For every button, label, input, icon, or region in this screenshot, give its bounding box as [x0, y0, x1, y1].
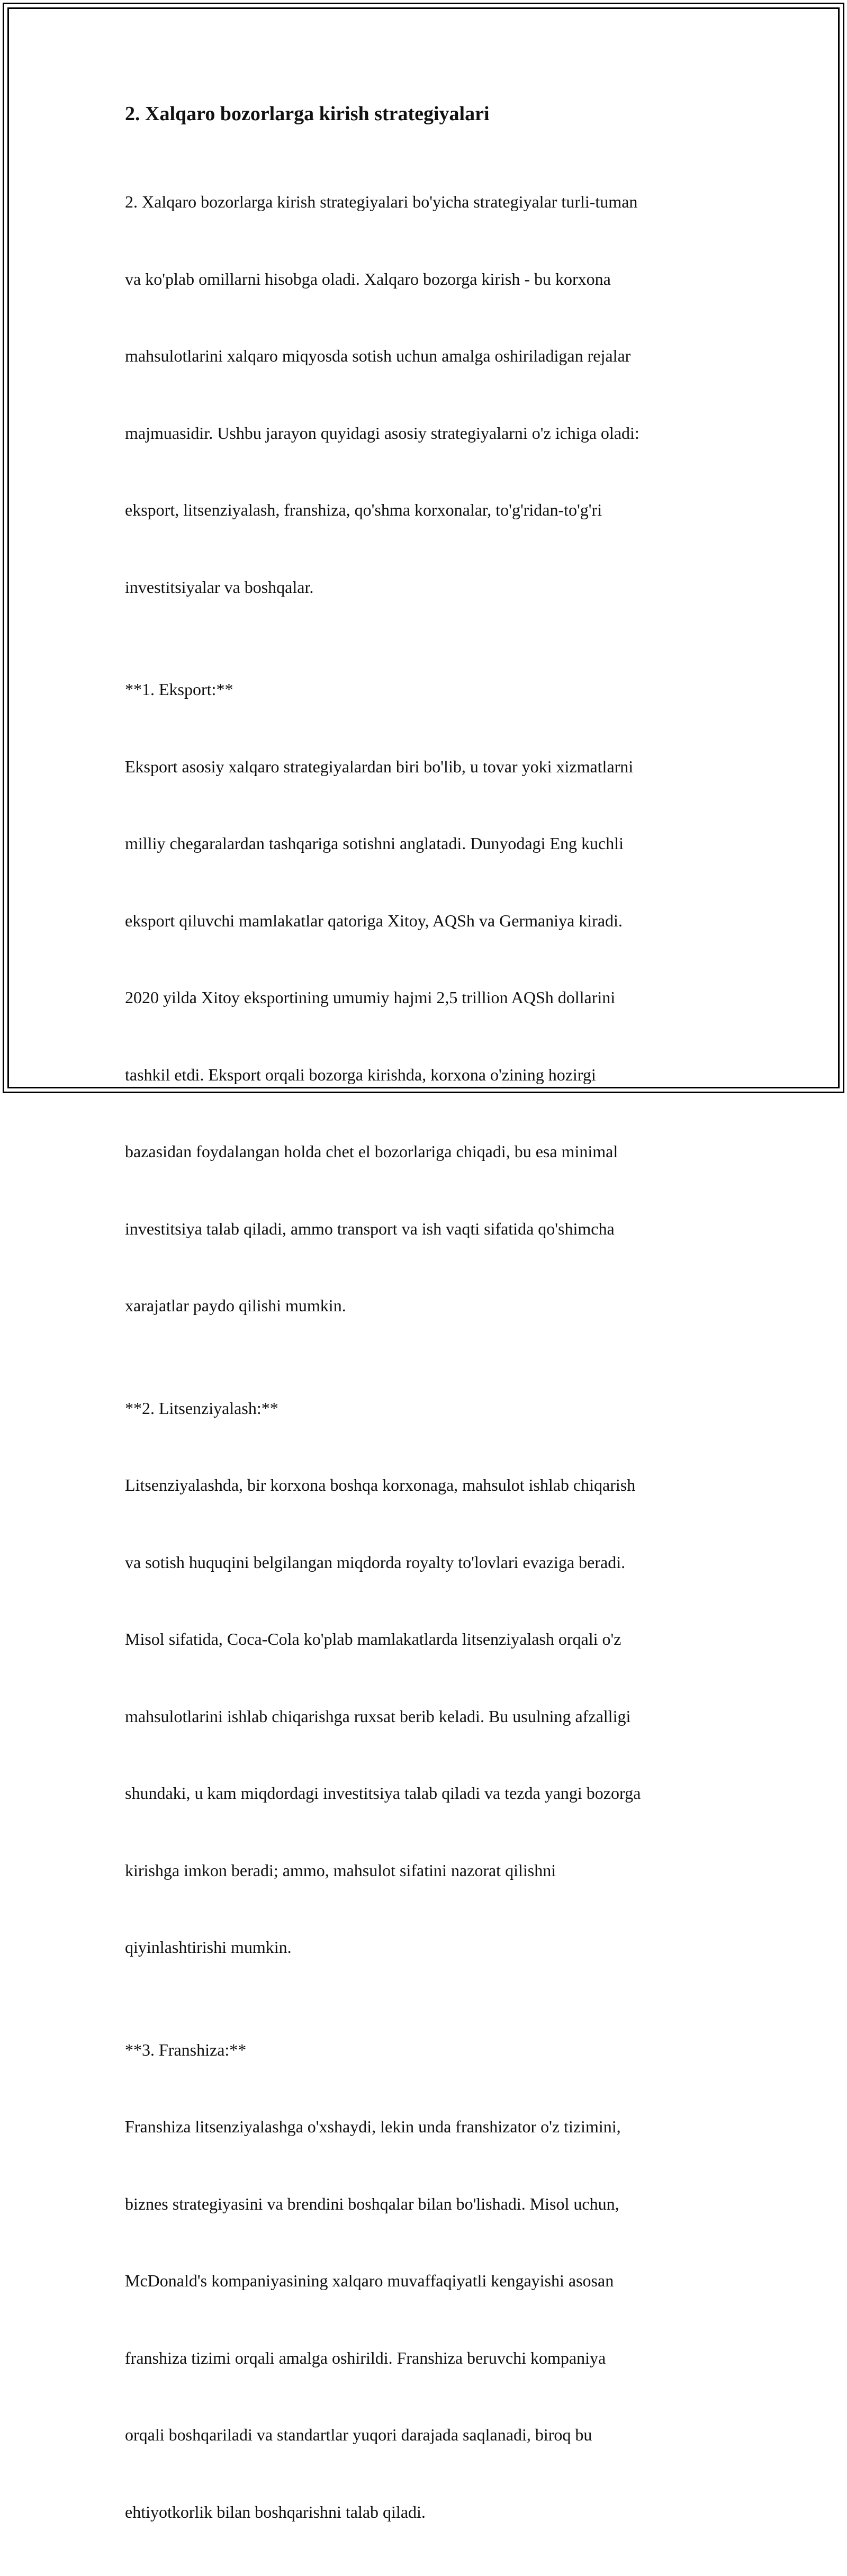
section-heading: **2. Litsenziyalash:**	[125, 1395, 728, 1421]
paragraph-line: mahsulotlarini ishlab chiqarishga ruxsat berib keladi. Bu usulning afzalligi	[125, 1704, 728, 1730]
paragraph-line: tashkil etdi. Eksport orqali bozorga kirishda, korxona o'zining hozirgi	[125, 1062, 728, 1088]
intro-line: majmuasidir. Ushbu jarayon quyidagi asosiy strategiyalarni o'z ichiga oladi:	[125, 420, 728, 446]
paragraph-line: Litsenziyalashda, bir korxona boshqa korxonaga, mahsulot ishlab chiqarish	[125, 1472, 728, 1498]
intro-line: investitsiyalar va boshqalar.	[125, 574, 728, 600]
paragraph-line: va sotish huquqini belgilangan miqdorda royalty to'lovlari evaziga beradi.	[125, 1550, 728, 1575]
intro-line: mahsulotlarini xalqaro miqyosda sotish uchun amalga oshiriladigan rejalar	[125, 343, 728, 369]
document-body	[125, 98, 728, 2576]
paragraph-line: shundaki, u kam miqdordagi investitsiya talab qiladi va tezda yangi bozorga	[125, 1780, 728, 1806]
paragraph-line: ehtiyotkorlik bilan boshqarishni talab qiladi.	[125, 2499, 728, 2525]
paragraph-line: franshiza tizimi orqali amalga oshirildi. Franshiza beruvchi kompaniya	[125, 2345, 728, 2371]
intro-line: va ko'plab omillarni hisobga oladi. Xalqaro bozorga kirish - bu korxona	[125, 266, 728, 292]
paragraph-line: kirishga imkon beradi; ammo, mahsulot sifatini nazorat qilishni	[125, 1858, 728, 1884]
section-heading: **3. Franshiza:**	[125, 2037, 728, 2063]
section-paragraph	[125, 2062, 728, 2576]
intro-line: eksport, litsenziyalash, franshiza, qo'shma korxonalar, to'g'ridan-to'g'ri	[125, 497, 728, 523]
section-paragraph	[125, 702, 728, 1370]
paragraph-line: orqali boshqariladi va standartlar yuqori darajada saqlanadi, biroq bu	[125, 2422, 728, 2448]
section-licensing	[125, 1395, 728, 2012]
section-franchise	[125, 2037, 728, 2576]
paragraph-line: Eksport asosiy xalqaro strategiyalardan biri bo'lib, u tovar yoki xizmatlarni	[125, 754, 728, 780]
document-title: 2. Xalqaro bozorlarga kirish strategiyalari	[125, 98, 728, 130]
paragraph-line: biznes strategiyasini va brendini boshqalar bilan bo'lishadi. Misol uchun,	[125, 2191, 728, 2217]
paragraph-line: qiyinlashtirishi mumkin.	[125, 1934, 728, 1960]
paragraph-line: investitsiya talab qiladi, ammo transport va ish vaqti sifatida qo'shimcha	[125, 1216, 728, 1242]
section-export	[125, 677, 728, 1370]
paragraph-line: Misol sifatida, Coca-Cola ko'plab mamlakatlarda litsenziyalash orqali o'z	[125, 1626, 728, 1652]
paragraph-line: Franshiza litsenziyalashga o'xshaydi, lekin unda franshizator o'z tizimini,	[125, 2114, 728, 2140]
paragraph-line: eksport qiluvchi mamlakatlar qatoriga Xitoy, AQSh va Germaniya kiradi.	[125, 908, 728, 934]
section-paragraph	[125, 1421, 728, 2012]
intro-paragraph	[125, 138, 728, 651]
paragraph-line: milliy chegaralardan tashqariga sotishni anglatadi. Dunyodagi Eng kuchli	[125, 831, 728, 857]
paragraph-line: McDonald's kompaniyasining xalqaro muvaffaqiyatli kengayishi asosan	[125, 2268, 728, 2294]
intro-line: 2. Xalqaro bozorlarga kirish strategiyalari bo'yicha strategiyalar turli-tuman	[125, 189, 728, 215]
paragraph-line: xarajatlar paydo qilishi mumkin.	[125, 1293, 728, 1319]
paragraph-line: bazasidan foydalangan holda chet el bozorlariga chiqadi, bu esa minimal	[125, 1139, 728, 1165]
paragraph-line: 2020 yilda Xitoy eksportining umumiy hajmi 2,5 trillion AQSh dollarini	[125, 985, 728, 1011]
section-heading: **1. Eksport:**	[125, 677, 728, 702]
